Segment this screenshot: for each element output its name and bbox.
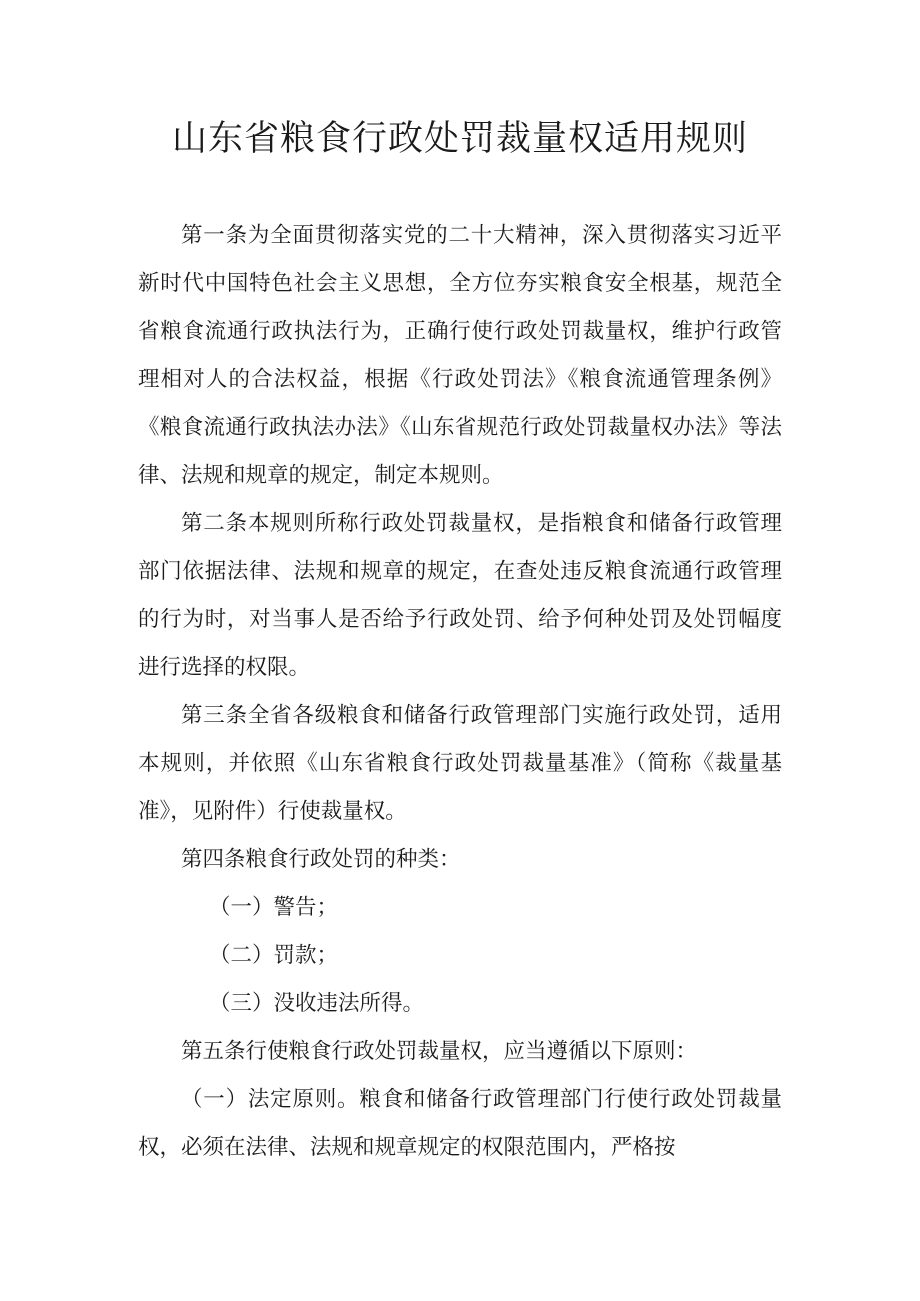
article-4-paragraph: 第四条粮食行政处罚的种类： <box>181 847 461 872</box>
article-1-paragraph: 第一条为全面贯彻落实党的二十大精神，深入贯彻落实习近平新时代中国特色社会主义思想，全方位夯实粮食安全根基，规范全省粮食流通行政执法行为，正确行使行政处罚裁量权，维护行政管理相对人的合法权益，根据《行政处罚法》《粮食流通管理条例》《粮食流通行政执法办法》《山东省规范行政处罚裁量权办法》等法律、法规和规章的规定，制定本规则。 <box>138 223 782 488</box>
document-body <box>138 212 782 1172</box>
document-title: 山东省粮食行政处罚裁量权适用规则 <box>171 119 748 159</box>
article-2-paragraph: 第二条本规则所称行政处罚裁量权，是指粮食和储备行政管理部门依据法律、法规和规章的规定，在查处违反粮食流通行政管理的行为时，对当事人是否给予行政处罚、给予何种处罚及处罚幅度进行选择的权限。 <box>138 511 782 680</box>
penalty-type-confiscation: （三）没收违法所得。 <box>208 991 424 1016</box>
penalty-type-warning: （一）警告； <box>208 895 338 920</box>
article-5-paragraph: 第五条行使粮食行政处罚裁量权，应当遵循以下原则： <box>181 1039 698 1064</box>
principle-1-paragraph: （一）法定原则。粮食和储备行政管理部门行使行政处罚裁量权，必须在法律、法规和规章规定的权限范围内，严格按 <box>138 1087 782 1160</box>
penalty-type-fine: （二）罚款； <box>208 943 338 968</box>
article-3-paragraph: 第三条全省各级粮食和储备行政管理部门实施行政处罚，适用本规则，并依照《山东省粮食行政处罚裁量基准》（简称《裁量基准》，见附件）行使裁量权。 <box>138 703 782 824</box>
